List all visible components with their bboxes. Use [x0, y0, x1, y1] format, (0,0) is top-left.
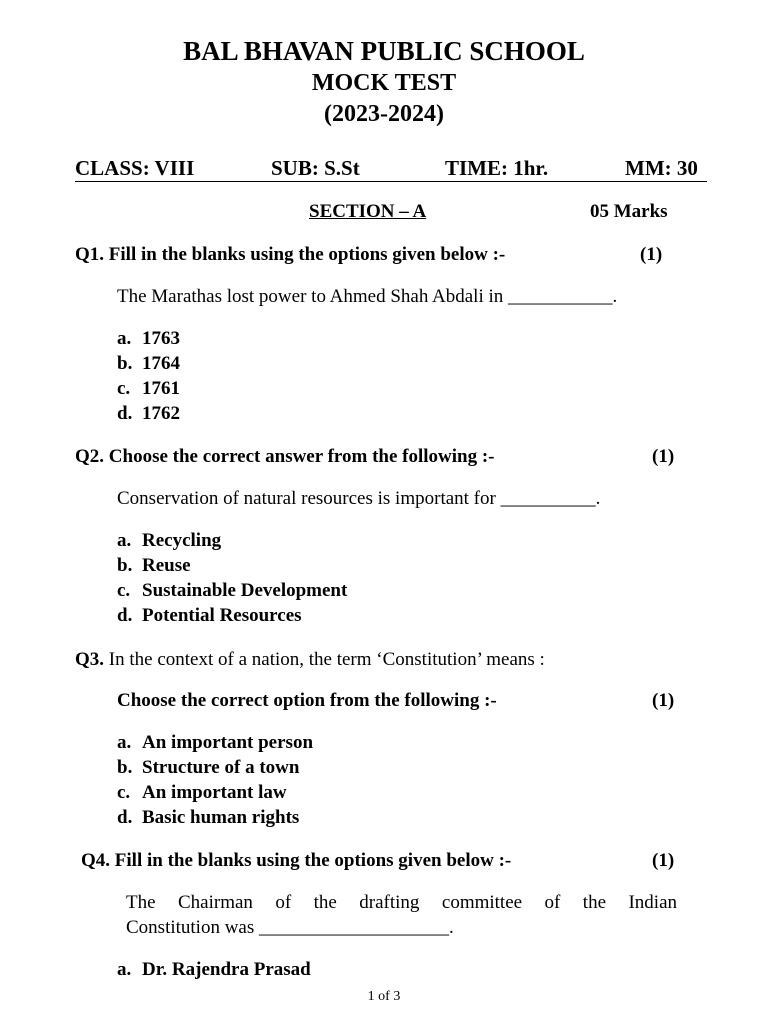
section-title: SECTION – A [309, 201, 427, 222]
question-instruction: Fill in the blanks using the options given below :- [114, 850, 512, 871]
test-title: MOCK TEST [311, 70, 457, 96]
question-2-marks: (1) [652, 446, 675, 467]
session-year: (2023-2024) [324, 101, 444, 127]
question-1-heading [75, 244, 505, 266]
time-info: TIME: 1hr. [445, 156, 549, 180]
question-3-heading [75, 649, 545, 671]
question-4-text-line1: The Chairman of the drafting committee of the Indian [126, 892, 677, 913]
option: a. Recycling [117, 530, 222, 551]
question-number: Q3. [75, 649, 105, 670]
school-name: BAL BHAVAN PUBLIC SCHOOL [183, 36, 585, 66]
section-marks: 05 Marks [590, 201, 668, 222]
option: a. 1763 [117, 328, 180, 349]
option: d. Potential Resources [117, 605, 302, 626]
question-instruction: Choose the correct answer from the following :- [108, 446, 495, 467]
question-number: Q4. [81, 850, 111, 871]
subject-info: SUB: S.St [271, 156, 360, 180]
question-3-instruction: Choose the correct option from the following :- [117, 690, 497, 711]
question-4-heading [81, 850, 511, 872]
class-info: CLASS: VIII [75, 156, 195, 180]
max-marks-info: MM: 30 [625, 156, 698, 180]
question-4-marks: (1) [652, 850, 675, 871]
question-2-text: Conservation of natural resources is important for __________. [117, 488, 601, 509]
option: b. Reuse [117, 555, 191, 576]
option: a. An important person [117, 732, 314, 753]
question-1-marks: (1) [640, 244, 663, 265]
option: c. Sustainable Development [117, 580, 348, 601]
option: b. Structure of a town [117, 757, 300, 778]
question-text: In the context of a nation, the term ‘Constitution’ means : [108, 649, 545, 670]
question-number: Q2. [75, 446, 105, 467]
option: d. 1762 [117, 403, 180, 424]
question-number: Q1. [75, 244, 105, 265]
question-4-text-line2: Constitution was ____________________. [126, 917, 454, 938]
question-3-marks: (1) [652, 690, 675, 711]
header-rule [75, 181, 707, 182]
page-number: 1 of 3 [367, 989, 401, 1004]
option: d. Basic human rights [117, 807, 300, 828]
option: c. An important law [117, 782, 287, 803]
question-1-text: The Marathas lost power to Ahmed Shah Abdali in ___________. [117, 286, 618, 307]
question-2-heading [75, 446, 495, 468]
question-instruction: Fill in the blanks using the options given below :- [108, 244, 506, 265]
option: a. Dr. Rajendra Prasad [117, 959, 311, 980]
option: b. 1764 [117, 353, 180, 374]
option: c. 1761 [117, 378, 180, 399]
